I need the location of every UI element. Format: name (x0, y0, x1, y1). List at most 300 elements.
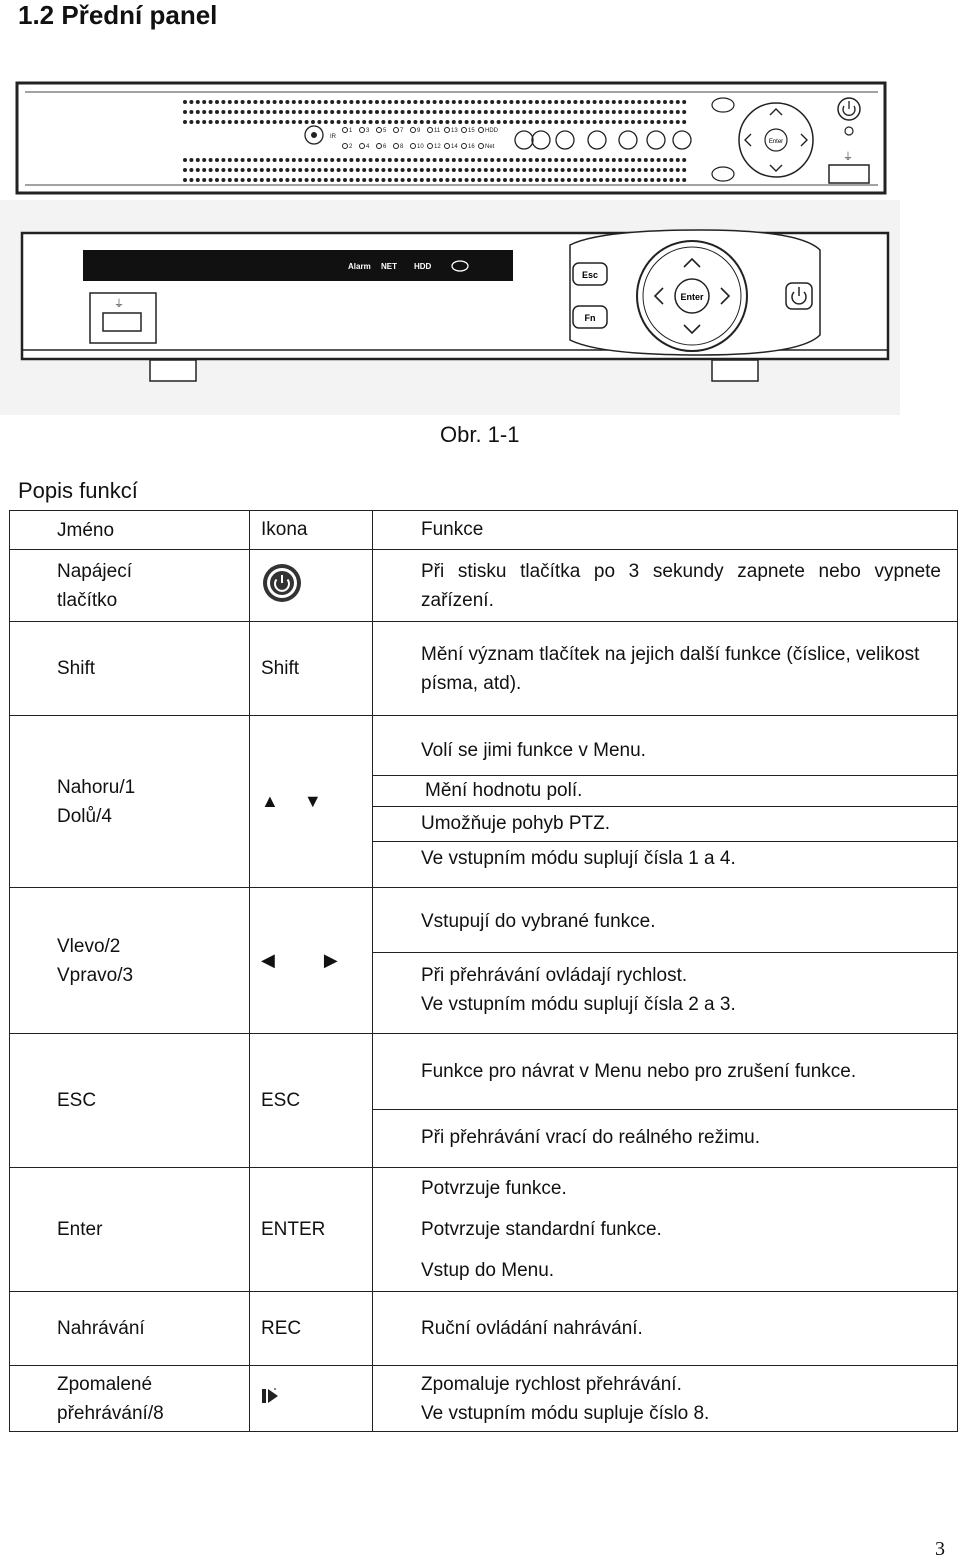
grille-dot (548, 158, 552, 162)
grille-dot (663, 168, 667, 172)
grille-dot (669, 158, 673, 162)
grille-dot (266, 168, 270, 172)
led-label: 3 (366, 128, 370, 134)
grille-dot (260, 158, 264, 162)
grille-dot (497, 110, 501, 114)
grille-dot (317, 110, 321, 114)
slow-play-icon (261, 1386, 283, 1406)
grille-dot (356, 120, 360, 124)
grille-dot (369, 110, 373, 114)
grille-dot (324, 158, 328, 162)
grille-dot (669, 178, 673, 182)
grille-dot (241, 158, 245, 162)
page-number: 3 (935, 1538, 945, 1560)
grille-dot (605, 158, 609, 162)
row-name-line: Vpravo/3 (57, 964, 134, 986)
grille-dot (375, 178, 379, 182)
grille-dot (535, 178, 539, 182)
grille-dot (554, 110, 558, 114)
grille-dot (458, 100, 462, 104)
grille-dot (196, 158, 200, 162)
grille-dot (586, 110, 590, 114)
grille-dot (253, 178, 257, 182)
grille-dot (625, 178, 629, 182)
grille-dot (650, 100, 654, 104)
grille-dot (407, 110, 411, 114)
grille-dot (209, 100, 213, 104)
grille-dot (637, 178, 641, 182)
grille-dot (618, 100, 622, 104)
grille-dot (631, 158, 635, 162)
grille-dot (471, 100, 475, 104)
grille-dot (337, 178, 341, 182)
grille-dot (375, 100, 379, 104)
grille-dot (273, 110, 277, 114)
grille-dot (554, 178, 558, 182)
grille-dot (567, 178, 571, 182)
grille-dot (420, 168, 424, 172)
grille-dot (503, 110, 507, 114)
grille-dot (285, 158, 289, 162)
grille-dot (599, 178, 603, 182)
grille-dot (663, 178, 667, 182)
grille-dot (625, 100, 629, 104)
grille-dot (369, 178, 373, 182)
grille-dot (631, 178, 635, 182)
grille-dot (612, 100, 616, 104)
grille-dot (484, 110, 488, 114)
hdd-indicator: HDD (414, 262, 432, 271)
grille-dot (330, 120, 334, 124)
table-row (10, 622, 958, 716)
grille-dot (541, 110, 545, 114)
grille-dot (586, 178, 590, 182)
grille-dot (657, 158, 661, 162)
grille-dot (394, 110, 398, 114)
grille-dot (580, 120, 584, 124)
grille-dot (618, 110, 622, 114)
grille-dot (241, 100, 245, 104)
grille-dot (509, 120, 513, 124)
page-heading: 1.2 Přední panel (18, 0, 218, 30)
grille-dot (369, 100, 373, 104)
row-function: Potvrzuje standardní funkce. (421, 1218, 662, 1240)
grille-dot (554, 168, 558, 172)
grille-dot (516, 178, 520, 182)
grille-dot (209, 158, 213, 162)
grille-dot (573, 120, 577, 124)
grille-dot (445, 178, 449, 182)
grille-dot (522, 178, 526, 182)
grille-dot (394, 158, 398, 162)
row-name-line: Vlevo/2 (57, 935, 121, 957)
row-name-line: Napájecí (57, 560, 132, 582)
grille-dot (509, 110, 513, 114)
grille-dot (305, 158, 309, 162)
grille-dot (637, 110, 641, 114)
grille-dot (605, 168, 609, 172)
table-row (10, 550, 958, 622)
grille-dot (420, 100, 424, 104)
grille-dot (490, 168, 494, 172)
grille-dot (247, 178, 251, 182)
grille-dot (657, 178, 661, 182)
grille-dot (394, 168, 398, 172)
led-label: 6 (383, 144, 387, 150)
grille-dot (650, 110, 654, 114)
grille-dot (247, 110, 251, 114)
grille-dot (529, 178, 533, 182)
grille-dot (209, 110, 213, 114)
grille-dot (183, 178, 187, 182)
grille-dot (292, 158, 296, 162)
grille-dot (196, 100, 200, 104)
grille-dot (394, 100, 398, 104)
grille-dot (369, 158, 373, 162)
top-enter-label: Enter (768, 139, 784, 145)
grille-dot (279, 158, 283, 162)
svg-text:⏚: ⏚ (843, 152, 853, 163)
grille-dot (266, 100, 270, 104)
grille-dot (273, 120, 277, 124)
grille-dot (349, 100, 353, 104)
grille-dot (247, 158, 251, 162)
grille-dot (234, 100, 238, 104)
row-function: Při přehrávání ovládají rychlost. (421, 965, 688, 986)
row-name: Enter (10, 1168, 250, 1292)
grille-dot (407, 158, 411, 162)
grille-dot (324, 100, 328, 104)
grille-dot (183, 158, 187, 162)
grille-dot (516, 120, 520, 124)
grille-dot (618, 178, 622, 182)
grille-dot (273, 168, 277, 172)
row-function: Mění hodnotu polí. (373, 776, 957, 807)
led-label: 14 (451, 144, 458, 150)
grille-dot (388, 120, 392, 124)
grille-dot (586, 158, 590, 162)
grille-dot (330, 110, 334, 114)
grille-dot (471, 178, 475, 182)
grille-dot (221, 158, 225, 162)
grille-dot (631, 168, 635, 172)
grille-dot (509, 158, 513, 162)
grille-dot (253, 158, 257, 162)
grille-dot (305, 120, 309, 124)
grille-dot (189, 100, 193, 104)
grille-dot (593, 158, 597, 162)
grille-dot (445, 100, 449, 104)
grille-dot (375, 158, 379, 162)
grille-dot (266, 110, 270, 114)
grille-dot (669, 110, 673, 114)
grille-dot (458, 178, 462, 182)
grille-dot (580, 178, 584, 182)
grille-dot (426, 100, 430, 104)
esc-button-label: Esc (581, 270, 599, 280)
grille-dot (196, 110, 200, 114)
grille-dot (215, 178, 219, 182)
grille-dot (426, 178, 430, 182)
ir-label: IR (330, 134, 336, 140)
grille-dot (337, 168, 341, 172)
grille-dot (298, 178, 302, 182)
grille-dot (343, 158, 347, 162)
grille-dot (215, 100, 219, 104)
grille-dot (356, 168, 360, 172)
grille-dot (202, 178, 206, 182)
grille-dot (554, 120, 558, 124)
grille-dot (375, 168, 379, 172)
grille-dot (561, 120, 565, 124)
grille-dot (657, 120, 661, 124)
grille-dot (413, 120, 417, 124)
grille-dot (196, 120, 200, 124)
grille-dot (663, 120, 667, 124)
grille-dot (561, 110, 565, 114)
grille-dot (362, 110, 366, 114)
grille-dot (599, 110, 603, 114)
grille-dot (311, 168, 315, 172)
grille-dot (535, 168, 539, 172)
grille-dot (503, 178, 507, 182)
row-function: Vstupují do vybrané funkce. (373, 892, 957, 953)
row-name-line: tlačítko (57, 589, 118, 611)
grille-dot (458, 158, 462, 162)
grille-dot (529, 158, 533, 162)
grille-dot (285, 110, 289, 114)
grille-dot (465, 110, 469, 114)
grille-dot (305, 178, 309, 182)
grille-dot (535, 100, 539, 104)
grille-dot (682, 178, 686, 182)
grille-dot (484, 100, 488, 104)
grille-dot (234, 110, 238, 114)
grille-dot (567, 158, 571, 162)
grille-dot (548, 168, 552, 172)
grille-dot (522, 110, 526, 114)
grille-dot (221, 100, 225, 104)
header-icon: Ikona (250, 511, 373, 550)
grille-dot (586, 100, 590, 104)
grille-dot (324, 120, 328, 124)
grille-dot (375, 120, 379, 124)
grille-dot (644, 158, 648, 162)
grille-dot (637, 168, 641, 172)
grille-dot (541, 120, 545, 124)
figure-caption: Obr. 1-1 (440, 422, 520, 447)
alarm-indicator: Alarm (348, 262, 371, 271)
grille-dot (234, 178, 238, 182)
row-function: Umožňuje pohyb PTZ. (373, 807, 957, 842)
grille-dot (253, 110, 257, 114)
grille-dot (260, 100, 264, 104)
grille-dot (343, 178, 347, 182)
grille-dot (426, 168, 430, 172)
grille-dot (503, 168, 507, 172)
grille-dot (573, 110, 577, 114)
grille-dot (593, 100, 597, 104)
table-row (10, 1034, 958, 1168)
grille-dot (477, 110, 481, 114)
grille-dot (253, 120, 257, 124)
grille-dot (298, 120, 302, 124)
grille-dot (477, 168, 481, 172)
grille-dot (285, 168, 289, 172)
grille-dot (484, 178, 488, 182)
grille-dot (433, 178, 437, 182)
function-table (9, 510, 958, 1432)
row-function: Ruční ovládání nahrávání. (421, 1318, 643, 1339)
grille-dot (413, 100, 417, 104)
led-label: 8 (400, 144, 404, 150)
grille-dot (394, 178, 398, 182)
grille-dot (215, 158, 219, 162)
led-label: HDD (485, 128, 498, 134)
grille-dot (381, 158, 385, 162)
grille-dot (273, 100, 277, 104)
row-function: Volí se jimi funkce v Menu. (373, 727, 957, 776)
grille-dot (445, 110, 449, 114)
header-name: Jméno (10, 511, 250, 550)
grille-dot (529, 100, 533, 104)
grille-dot (311, 120, 315, 124)
grille-dot (292, 178, 296, 182)
grille-dot (215, 110, 219, 114)
row-name-line: Dolů/4 (57, 805, 112, 827)
grille-dot (657, 100, 661, 104)
grille-dot (618, 120, 622, 124)
grille-dot (413, 158, 417, 162)
grille-dot (330, 158, 334, 162)
table-row (10, 716, 958, 888)
grille-dot (241, 120, 245, 124)
grille-dot (657, 110, 661, 114)
grille-dot (356, 110, 360, 114)
grille-dot (599, 100, 603, 104)
grille-dot (516, 168, 520, 172)
grille-dot (561, 178, 565, 182)
grille-dot (561, 100, 565, 104)
grille-dot (471, 168, 475, 172)
svg-text:⏚: ⏚ (114, 299, 124, 310)
grille-dot (266, 158, 270, 162)
grille-dot (445, 120, 449, 124)
grille-dot (580, 100, 584, 104)
grille-dot (535, 110, 539, 114)
front-panel-bottom-drawing (0, 200, 900, 415)
led-label: 4 (366, 144, 370, 150)
grille-dot (522, 100, 526, 104)
grille-dot (605, 120, 609, 124)
led-label: 9 (417, 128, 421, 134)
grille-dot (465, 168, 469, 172)
grille-dot (465, 178, 469, 182)
grille-dot (541, 178, 545, 182)
led-label: 11 (434, 128, 441, 134)
grille-dot (650, 168, 654, 172)
grille-dot (273, 178, 277, 182)
grille-dot (407, 178, 411, 182)
grille-dot (189, 168, 193, 172)
grille-dot (682, 158, 686, 162)
grille-dot (330, 100, 334, 104)
grille-dot (221, 178, 225, 182)
grille-dot (247, 100, 251, 104)
grille-dot (292, 168, 296, 172)
led-label: Net (485, 144, 495, 150)
grille-dot (260, 178, 264, 182)
grille-dot (356, 158, 360, 162)
grille-dot (631, 110, 635, 114)
grille-dot (426, 110, 430, 114)
row-function: Při přehrávání vrací do reálného režimu. (421, 1127, 760, 1148)
grille-dot (337, 110, 341, 114)
grille-dot (509, 168, 513, 172)
grille-dot (535, 158, 539, 162)
grille-dot (330, 178, 334, 182)
grille-dot (465, 158, 469, 162)
grille-dot (241, 110, 245, 114)
grille-dot (567, 110, 571, 114)
grille-dot (535, 120, 539, 124)
grille-dot (573, 168, 577, 172)
grille-dot (221, 110, 225, 114)
grille-dot (516, 100, 520, 104)
grille-dot (202, 158, 206, 162)
table-header-row (10, 511, 958, 550)
grille-dot (196, 168, 200, 172)
led-label: 7 (400, 128, 404, 134)
grille-dot (241, 178, 245, 182)
grille-dot (663, 100, 667, 104)
grille-dot (561, 158, 565, 162)
grille-dot (637, 100, 641, 104)
grille-dot (420, 158, 424, 162)
grille-dot (567, 100, 571, 104)
grille-dot (490, 158, 494, 162)
grille-dot (573, 158, 577, 162)
grille-dot (676, 110, 680, 114)
net-indicator: NET (381, 262, 397, 271)
row-function: Ve vstupním módu suplují čísla 2 a 3. (421, 994, 736, 1015)
row-function: Ve vstupním módu supluje číslo 8. (421, 1402, 710, 1424)
grille-dot (490, 100, 494, 104)
led-label: 1 (349, 128, 353, 134)
row-icon-text: ESC (250, 1034, 373, 1168)
grille-dot (247, 120, 251, 124)
grille-dot (401, 168, 405, 172)
grille-dot (234, 158, 238, 162)
fn-button-label: Fn (584, 313, 596, 323)
grille-dot (369, 120, 373, 124)
grille-dot (388, 100, 392, 104)
grille-dot (452, 100, 456, 104)
grille-dot (484, 158, 488, 162)
grille-dot (228, 100, 232, 104)
grille-dot (541, 158, 545, 162)
grille-dot (452, 120, 456, 124)
grille-dot (669, 168, 673, 172)
grille-dot (375, 110, 379, 114)
row-icon-text: REC (250, 1292, 373, 1366)
grille-dot (452, 110, 456, 114)
grille-dot (228, 178, 232, 182)
grille-dot (349, 110, 353, 114)
grille-dot (401, 100, 405, 104)
grille-dot (631, 120, 635, 124)
grille-dot (253, 168, 257, 172)
